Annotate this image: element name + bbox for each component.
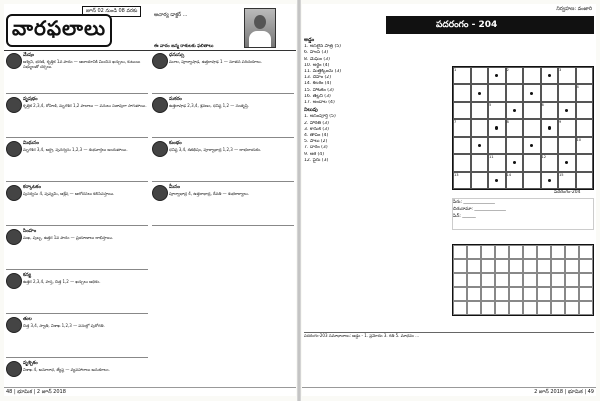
grid-cell[interactable] — [523, 67, 541, 84]
answer-cell — [495, 259, 509, 273]
right-footer — [302, 387, 596, 396]
sign-block: వృషభం కృత్తిక 2,3,4, రోహిణి, మృగశిర 1,2 పాదాలు — పనులు సజావుగా సాగుతాయి. — [6, 96, 148, 138]
grid-cell[interactable]: 9 — [558, 119, 576, 136]
answers-text: పదరంగం-203 సమాధానాలు: అడ్డం - 1. ప్రమోదం 3. గతి 5. మాధవం ... — [304, 332, 594, 373]
author-line: ఆచార్య డాక్టర్ ... — [154, 12, 188, 18]
answer-cell — [523, 245, 537, 259]
sign-block: వృశ్చికం విశాఖ 4, అనూరాధ, జ్యేష్ఠ — వ్యవహారాలు అనుకూలం. — [6, 360, 148, 396]
zodiac-icon — [6, 229, 22, 245]
clue: 2. హారతి (3) — [304, 120, 329, 126]
grid-cell[interactable] — [523, 137, 541, 154]
grid-cell[interactable] — [471, 154, 489, 171]
grid-cell[interactable] — [506, 154, 524, 171]
clue: 14. కలశం (4) — [304, 81, 332, 87]
answer-cell — [509, 259, 523, 273]
sign-block: మిథునం మృగశిర 3,4, ఆర్ద్ర, పునర్వసు 1,2,3 — శుభవార్తలు అందుతాయి. — [6, 140, 148, 182]
grid-cell[interactable] — [576, 154, 594, 171]
answer-cell — [523, 301, 537, 315]
answer-cell — [467, 245, 481, 259]
answer-cell — [509, 245, 523, 259]
sign-block: మీనం పూర్వాభాద్ర 4, ఉత్తరాభాద్ర, రేవతి — శుభకార్యాలు. — [152, 184, 294, 226]
date-box: జూన్ 02 నుండి 08 వరకు — [82, 6, 141, 17]
answer-cell — [481, 301, 495, 315]
grid-cell[interactable]: 1 — [453, 67, 471, 84]
author-photo — [244, 8, 276, 48]
grid-cell[interactable] — [471, 84, 489, 101]
grid-cell[interactable] — [523, 172, 541, 189]
sign-block: కుంభం ధనిష్ఠ 3,4, శతభిషం, పూర్వాభాద్ర 1,2,3 — లాభదాయకం. — [152, 140, 294, 182]
grid-cell[interactable] — [488, 67, 506, 84]
page-number-left: 48 | భూమిక | 2 జూన్ 2018 — [6, 389, 66, 395]
answer-cell — [565, 301, 579, 315]
answer-cell — [481, 287, 495, 301]
zodiac-icon — [6, 97, 22, 113]
grid-cell[interactable]: 12 — [541, 154, 559, 171]
page-number-right: 2 జూన్ 2018 | భూమిక | 49 — [534, 389, 594, 395]
grid-cell[interactable] — [558, 102, 576, 119]
crossword-title: పదరంగం - 204 — [386, 16, 594, 34]
answer-cell — [565, 273, 579, 287]
zodiac-icon — [6, 273, 22, 289]
sign-block: తుల చిత్త 3,4, స్వాతి, విశాఖ 1,2,3 — పనుల్లో పురోగతి. — [6, 316, 148, 358]
grid-cell[interactable] — [453, 137, 471, 154]
grid-cell[interactable] — [506, 102, 524, 119]
horoscope-header — [4, 4, 296, 51]
grid-cell[interactable] — [576, 67, 594, 84]
grid-cell[interactable] — [506, 137, 524, 154]
answer-cell — [565, 245, 579, 259]
answer-cell — [509, 301, 523, 315]
answer-cell — [551, 259, 565, 273]
answer-cell — [565, 287, 579, 301]
clue: 1. అసంపూర్తి (5) — [304, 114, 336, 120]
grid-cell[interactable] — [523, 119, 541, 136]
clue: 7. దారం (3) — [304, 145, 328, 151]
answer-cell — [537, 287, 551, 301]
zodiac-icon — [152, 97, 168, 113]
grid-caption: పదరంగం-204 — [554, 190, 581, 195]
answer-grid — [452, 244, 594, 316]
clue: 17. అందాల (4) — [304, 100, 335, 106]
grid-cell[interactable] — [488, 84, 506, 101]
grid-cell[interactable] — [523, 84, 541, 101]
answer-cell — [523, 259, 537, 273]
crossword-page — [302, 4, 596, 396]
answer-cell — [453, 259, 467, 273]
grid-cell[interactable] — [576, 172, 594, 189]
zodiac-icon — [6, 317, 22, 333]
answer-cell — [579, 287, 593, 301]
grid-cell[interactable] — [453, 84, 471, 101]
grid-cell[interactable] — [523, 154, 541, 171]
form-address-field[interactable]: చిరునామా: ______________ — [453, 207, 506, 212]
grid-cell[interactable] — [541, 172, 559, 189]
answer-cell — [495, 245, 509, 259]
grid-cell[interactable] — [471, 172, 489, 189]
answer-cell — [509, 287, 523, 301]
grid-cell[interactable] — [471, 67, 489, 84]
answer-cell — [453, 245, 467, 259]
answer-cell — [467, 273, 481, 287]
answer-cell — [495, 287, 509, 301]
clue: 16. తెల్లని (3) — [304, 93, 331, 99]
sign-block: మకరం ఉత్తరాషాఢ 2,3,4, శ్రవణం, ధనిష్ఠ 1,2 — సంతృప్తి. — [152, 96, 294, 138]
clue: 6. హంస (3) — [304, 50, 329, 56]
grid-cell[interactable] — [488, 137, 506, 154]
answer-cell — [495, 273, 509, 287]
grid-cell[interactable] — [541, 84, 559, 101]
sign-block: కర్కాటకం పునర్వసు 4, పుష్యమి, ఆశ్లేష — ఆలోచనలు కలిసివస్తాయి. — [6, 184, 148, 226]
answer-cell — [551, 245, 565, 259]
clue: 3. కానుక (3) — [304, 126, 329, 132]
answer-cell — [537, 301, 551, 315]
grid-cell[interactable] — [523, 102, 541, 119]
sign-block: మేషం అశ్విని, భరణి, కృత్తిక 1వ పాదం — ఆదాయానికి మించిన ఖర్చులు, కుటుంబ సభ్యులతో చర్చలు. — [6, 52, 148, 94]
grid-cell[interactable] — [558, 154, 576, 171]
clue: 10. అర్థం (4) — [304, 62, 330, 68]
zodiac-icon — [152, 185, 168, 201]
answer-cell — [481, 273, 495, 287]
grid-cell[interactable] — [541, 137, 559, 154]
grid-cell[interactable] — [541, 119, 559, 136]
grid-cell[interactable]: 8 — [506, 119, 524, 136]
zodiac-icon — [152, 53, 168, 69]
editor-line: నిర్వహణ: వంజారి — [556, 6, 592, 12]
grid-cell[interactable] — [488, 172, 506, 189]
answer-cell — [467, 259, 481, 273]
grid-cell[interactable] — [471, 102, 489, 119]
answer-cell — [453, 287, 467, 301]
grid-cell[interactable] — [506, 84, 524, 101]
grid-cell[interactable] — [453, 102, 471, 119]
sign-block: కన్య ఉత్తర 2,3,4, హస్త, చిత్త 1,2 — ఖర్చులు అధికం. — [6, 272, 148, 314]
answer-cell — [481, 245, 495, 259]
grid-cell[interactable]: 2 — [506, 67, 524, 84]
sign-block: సింహం మఖ, పుబ్బ, ఉత్తర 1వ పాదం — ప్రయాణాలు లాభిస్తాయి. — [6, 228, 148, 270]
clue: 4. తాపం (4) — [304, 133, 329, 139]
answer-cell — [523, 273, 537, 287]
grid-cell[interactable] — [471, 119, 489, 136]
clue: 15. హాటకం (3) — [304, 87, 334, 93]
zodiac-icon — [6, 53, 22, 69]
page-gutter — [297, 0, 301, 401]
answer-cell — [523, 287, 537, 301]
grid-cell[interactable] — [576, 102, 594, 119]
grid-cell[interactable] — [558, 84, 576, 101]
clue: 1. అసలైన పాత్ర (5) — [304, 44, 341, 50]
grid-cell[interactable] — [471, 137, 489, 154]
grid-cell[interactable] — [576, 119, 594, 136]
form-pin-field[interactable]: పిన్: ______ — [453, 214, 476, 219]
clue: 13. దేహం (2) — [304, 75, 332, 81]
answer-cell — [537, 245, 551, 259]
page-title: వారఫలాలు — [6, 14, 112, 47]
clue: 9. ఆశ (4) — [304, 151, 325, 157]
answer-cell — [579, 245, 593, 259]
zodiac-icon — [6, 185, 22, 201]
grid-cell[interactable] — [541, 67, 559, 84]
answer-cell — [579, 273, 593, 287]
sign-block: ధనుస్సు మూల, పూర్వాషాఢ, ఉత్తరాషాఢ 1 — నూతన పరిచయాలు. — [152, 52, 294, 94]
clue: 8. మేఘం (3) — [304, 56, 330, 62]
answer-cell — [495, 301, 509, 315]
grid-cell[interactable]: 6 — [541, 102, 559, 119]
zodiac-icon — [6, 141, 22, 157]
zodiac-icon — [6, 361, 22, 377]
grid-cell[interactable] — [558, 137, 576, 154]
answer-cell — [453, 273, 467, 287]
clue: 12. పైరు (3) — [304, 157, 329, 163]
grid-cell[interactable]: 15 — [558, 172, 576, 189]
answer-cell — [565, 259, 579, 273]
grid-cell[interactable]: 13 — [453, 172, 471, 189]
answer-cell — [579, 301, 593, 315]
answer-cell — [551, 273, 565, 287]
banner-text: ఈ వారం జన్మ రాశులకు ఫలితాలు — [154, 44, 214, 49]
grid-cell[interactable] — [488, 119, 506, 136]
answer-cell — [467, 287, 481, 301]
answer-cell — [551, 301, 565, 315]
answer-cell — [537, 259, 551, 273]
signs-column-1 — [6, 52, 148, 396]
grid-cell[interactable]: 7 — [453, 119, 471, 136]
clues-across: అడ్డం 1. అసలైన పాత్ర (5) 6. హంస (3) 8. మేఘం (3) 10. అర్థం (4) 11. మత్తెక్కించు (3) 13. దేహం (2) 14. కలశం (4) 15. హాటకం (3) 16. తెల్లని (3) 17. అందాల (4) నిలువు 1. అసంపూర్తి (5) 2. హారతి (3) 3. కానుక (3) 4. తాపం (4) 5. పాలు (2) 7. దారం (3) 9. ఆశ (4) 12. పైరు (3) — [304, 36, 446, 164]
answer-cell — [537, 273, 551, 287]
answer-cell — [551, 287, 565, 301]
answer-cell — [467, 301, 481, 315]
answer-cell — [453, 301, 467, 315]
grid-cell[interactable]: 3 — [558, 67, 576, 84]
left-footer — [4, 387, 296, 396]
grid-cell[interactable]: 5 — [488, 102, 506, 119]
signs-column-2 — [152, 52, 294, 228]
grid-cell[interactable]: 4 — [576, 84, 594, 101]
clue: 11. మత్తెక్కించు (3) — [304, 69, 342, 75]
grid-cell[interactable]: 11 — [488, 154, 506, 171]
zodiac-icon — [152, 141, 168, 157]
grid-cell[interactable]: 14 — [506, 172, 524, 189]
grid-cell[interactable]: 10 — [576, 137, 594, 154]
answer-cell — [579, 259, 593, 273]
answer-cell — [509, 273, 523, 287]
form-name-field[interactable]: పేరు: ______________ — [453, 200, 495, 205]
answer-cell — [481, 259, 495, 273]
clue: 5. పాలు (2) — [304, 139, 328, 145]
grid-cell[interactable] — [453, 154, 471, 171]
horoscope-page — [4, 4, 296, 396]
entry-form — [452, 198, 594, 230]
crossword-grid[interactable] — [452, 66, 594, 190]
